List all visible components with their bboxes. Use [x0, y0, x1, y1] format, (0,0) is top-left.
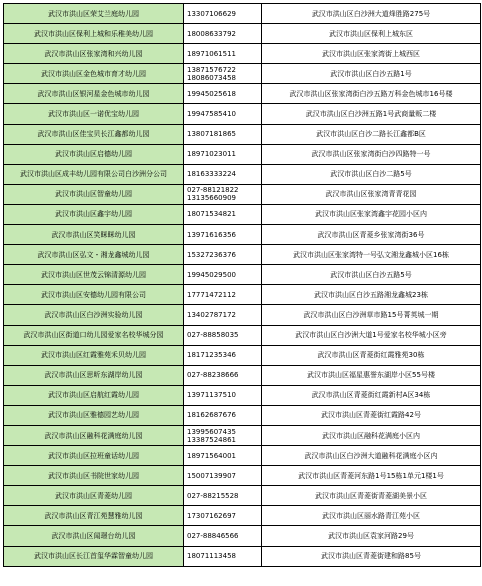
- phone-cell: [184, 506, 262, 526]
- phone-cell: [184, 24, 262, 44]
- phone-number: 13135660909: [187, 194, 236, 203]
- table-row: [4, 385, 481, 405]
- address-cell: 武汉市洪山区白沙二路长江鑫都B区: [262, 124, 481, 144]
- kindergarten-name-cell: 武汉市洪山区启德幼儿园: [4, 144, 184, 164]
- kindergarten-name-cell: 武汉市洪山区拉班童话幼儿园: [4, 446, 184, 466]
- phone-number: 18162687676: [187, 411, 236, 420]
- kindergarten-name-cell: 武汉市洪山区智童幼儿园: [4, 184, 184, 204]
- address-cell: 武汉市洪山区白沙洲大道1号爱家名校华城小区旁: [262, 325, 481, 345]
- phone-cell: [184, 526, 262, 546]
- phone-cell: [184, 325, 262, 345]
- kindergarten-name-cell: 武汉市洪山区红霞雅苑禾贝幼儿园: [4, 345, 184, 365]
- kindergarten-name-cell: 武汉市洪山区一诺优宝幼儿园: [4, 104, 184, 124]
- phone-number: 17307162697: [187, 511, 236, 520]
- kindergarten-name-cell: 武汉市洪山区书院世家幼儿园: [4, 466, 184, 486]
- kindergarten-name-cell: 武汉市洪山区保利上城和乐稚美幼儿园: [4, 24, 184, 44]
- phone-number: 18071113458: [187, 552, 236, 561]
- table-row: [4, 305, 481, 325]
- kindergarten-name-cell: 武汉市洪山区街道口幼儿园爱家名校华城分园: [4, 325, 184, 345]
- phone-number: 15007139907: [187, 471, 236, 480]
- address-cell: 武汉市洪山区保利上城东区: [262, 24, 481, 44]
- kindergarten-name-cell: 武汉市洪山区启航红霞幼儿园: [4, 385, 184, 405]
- address-cell: 武汉市洪山区青菱街红霞雅苑30栋: [262, 345, 481, 365]
- kindergarten-name-cell: 武汉市洪山区融科花满庭幼儿园: [4, 425, 184, 445]
- phone-number: 027-88121822: [187, 186, 239, 195]
- phone-cell: [184, 425, 262, 445]
- address-cell: 武汉市洪山区张家湾街上城西区: [262, 44, 481, 64]
- phone-number: 18008633792: [187, 29, 236, 38]
- address-cell: 武汉市洪山区张家湾鑫宇花园小区内: [262, 204, 481, 224]
- kindergarten-name-cell: 武汉市洪山区雅德园艺幼儿园: [4, 405, 184, 425]
- phone-cell: [184, 345, 262, 365]
- phone-cell: [184, 144, 262, 164]
- phone-number: 15327236376: [187, 250, 236, 259]
- phone-cell: [184, 265, 262, 285]
- phone-number: 18971023011: [187, 150, 236, 159]
- phone-number: 13807181865: [187, 130, 236, 139]
- kindergarten-name-cell: 武汉市洪山区弘文・湘龙鑫城幼儿园: [4, 245, 184, 265]
- table-row: [4, 204, 481, 224]
- table-row: [4, 104, 481, 124]
- table-row: [4, 84, 481, 104]
- table-row: [4, 325, 481, 345]
- table-row: [4, 446, 481, 466]
- phone-cell: [184, 245, 262, 265]
- phone-cell: [184, 44, 262, 64]
- table-row: [4, 466, 481, 486]
- phone-number: 18171235346: [187, 351, 236, 360]
- table-row: [4, 164, 481, 184]
- phone-cell: [184, 385, 262, 405]
- phone-number: 19947585410: [187, 110, 236, 119]
- kindergarten-name-cell: 武汉市洪山区闻璟台幼儿园: [4, 526, 184, 546]
- phone-cell: [184, 446, 262, 466]
- kindergarten-name-cell: 武汉市洪山区世茂云锦清源幼儿园: [4, 265, 184, 285]
- address-cell: 武汉市洪山区张家湾街白沙四路特一号: [262, 144, 481, 164]
- phone-number: 13307106629: [187, 9, 236, 18]
- phone-number: 13995607435: [187, 427, 236, 436]
- phone-cell: [184, 285, 262, 305]
- phone-cell: [184, 184, 262, 204]
- kindergarten-name-cell: 武汉市洪山区笑眯眯幼儿园: [4, 225, 184, 245]
- address-cell: 武汉市洪山区青菱街建和路85号: [262, 546, 481, 566]
- address-cell: 武汉市洪山区白沙洲大道融科花满庭小区内: [262, 446, 481, 466]
- phone-cell: [184, 164, 262, 184]
- table-row: [4, 184, 481, 204]
- address-cell: 武汉市洪山区青菱乡张家湾街36号: [262, 225, 481, 245]
- address-cell: 武汉市洪山区青菱河东路1号15栋1单元1楼1号: [262, 466, 481, 486]
- table-row: [4, 124, 481, 144]
- table-row: [4, 546, 481, 566]
- table-row: [4, 345, 481, 365]
- table-row: [4, 144, 481, 164]
- kindergarten-name-cell: 武汉市洪山区安德幼儿园有限公司: [4, 285, 184, 305]
- table-row: [4, 4, 481, 24]
- phone-number: 027-88215528: [187, 491, 239, 500]
- address-cell: 武汉市洪山区张家湾青青花园: [262, 184, 481, 204]
- phone-number: 13971137510: [187, 391, 236, 400]
- address-cell: 武汉市洪山区白沙五路湘龙鑫城23栋: [262, 285, 481, 305]
- kindergarten-name-cell: 武汉市洪山区长江首玺华霖智童幼儿园: [4, 546, 184, 566]
- phone-number: 18086073458: [187, 73, 236, 82]
- table-row: [4, 425, 481, 445]
- phone-cell: [184, 305, 262, 325]
- phone-number: 18071534821: [187, 210, 236, 219]
- address-cell: 武汉市洪山区青菱街红霞新村A区34栋: [262, 385, 481, 405]
- table-body: [4, 4, 481, 567]
- phone-number: 17771472112: [187, 290, 236, 299]
- address-cell: 武汉市洪山区福星惠誉东湖岸小区55号楼: [262, 365, 481, 385]
- table-row: [4, 44, 481, 64]
- table-row: [4, 285, 481, 305]
- phone-number: 027-88846566: [187, 531, 239, 540]
- phone-number: 13402787172: [187, 310, 236, 319]
- table-row: [4, 506, 481, 526]
- phone-number: 18971061511: [187, 49, 236, 58]
- table-row: [4, 64, 481, 84]
- address-cell: 武汉市洪山区白沙洲五路1号武商量贩二楼: [262, 104, 481, 124]
- address-cell: 武汉市洪山区张家湾特一号弘文湘龙鑫城小区16栋: [262, 245, 481, 265]
- table-row: [4, 486, 481, 506]
- kindergarten-name-cell: 武汉市洪山区白沙洲实验幼儿园: [4, 305, 184, 325]
- address-cell: 武汉市洪山区白沙五路1号: [262, 64, 481, 84]
- phone-cell: [184, 486, 262, 506]
- phone-cell: [184, 124, 262, 144]
- phone-number: 19945029500: [187, 270, 236, 279]
- kindergarten-name-cell: 武汉市洪山区成丰幼儿园有限公司白沙洲分公司: [4, 164, 184, 184]
- table-row: [4, 365, 481, 385]
- address-cell: 武汉市洪山区融科花满庭小区内: [262, 425, 481, 445]
- kindergarten-name-cell: 武汉市洪山区张家湾和兴幼儿园: [4, 44, 184, 64]
- phone-cell: [184, 466, 262, 486]
- address-cell: 武汉市洪山区白沙二路5号: [262, 164, 481, 184]
- kindergarten-name-cell: 武汉市洪山区银河星金色城市幼儿园: [4, 84, 184, 104]
- kindergarten-name-cell: 武汉市洪山区青菱幼儿园: [4, 486, 184, 506]
- phone-number: 027-88858035: [187, 331, 239, 340]
- phone-cell: [184, 84, 262, 104]
- phone-cell: [184, 104, 262, 124]
- phone-number: 19945025618: [187, 89, 236, 98]
- kindergarten-name-cell: 武汉市洪山区荣艾兰庭幼儿园: [4, 4, 184, 24]
- phone-number: 18971564001: [187, 451, 236, 460]
- phone-number: 13387524861: [187, 435, 236, 444]
- address-cell: 武汉市洪山区白沙五路5号: [262, 265, 481, 285]
- table-row: [4, 526, 481, 546]
- kindergarten-name-cell: 武汉市洪山区金色城市育才幼儿园: [4, 64, 184, 84]
- phone-cell: [184, 4, 262, 24]
- table-row: [4, 245, 481, 265]
- kindergarten-name-cell: 武汉市洪山区佳宝贝长江鑫都幼儿园: [4, 124, 184, 144]
- phone-number: 13871576722: [187, 65, 236, 74]
- address-cell: 武汉市洪山区白沙洲大道烽胜路275号: [262, 4, 481, 24]
- table-row: [4, 225, 481, 245]
- phone-cell: [184, 405, 262, 425]
- address-cell: 武汉市洪山区青菱街红霞路42号: [262, 405, 481, 425]
- kindergarten-name-cell: 武汉市洪山区青江苑慧雅幼儿园: [4, 506, 184, 526]
- phone-number: 18163333224: [187, 170, 236, 179]
- phone-cell: [184, 225, 262, 245]
- address-cell: 武汉市洪山区丽水路青江苑小区: [262, 506, 481, 526]
- table-row: [4, 265, 481, 285]
- phone-cell: [184, 546, 262, 566]
- address-cell: 武汉市洪山区袁家河路29号: [262, 526, 481, 546]
- table-row: [4, 24, 481, 44]
- phone-number: 13971616356: [187, 230, 236, 239]
- address-cell: 武汉市洪山区青菱街青菱湖美景小区: [262, 486, 481, 506]
- address-cell: 武汉市洪山区白沙洲草市路15号菁英城一期: [262, 305, 481, 325]
- phone-cell: [184, 365, 262, 385]
- kindergarten-name-cell: 武汉市洪山区思昕东湖岸幼儿园: [4, 365, 184, 385]
- phone-cell: [184, 64, 262, 84]
- table-row: [4, 405, 481, 425]
- address-cell: 武汉市洪山区张家湾街白沙五路万科金色城市16号楼: [262, 84, 481, 104]
- phone-number: 027-88238666: [187, 371, 239, 380]
- phone-cell: [184, 204, 262, 224]
- kindergarten-name-cell: 武汉市洪山区鑫宇幼儿园: [4, 204, 184, 224]
- kindergarten-table: [3, 3, 481, 567]
